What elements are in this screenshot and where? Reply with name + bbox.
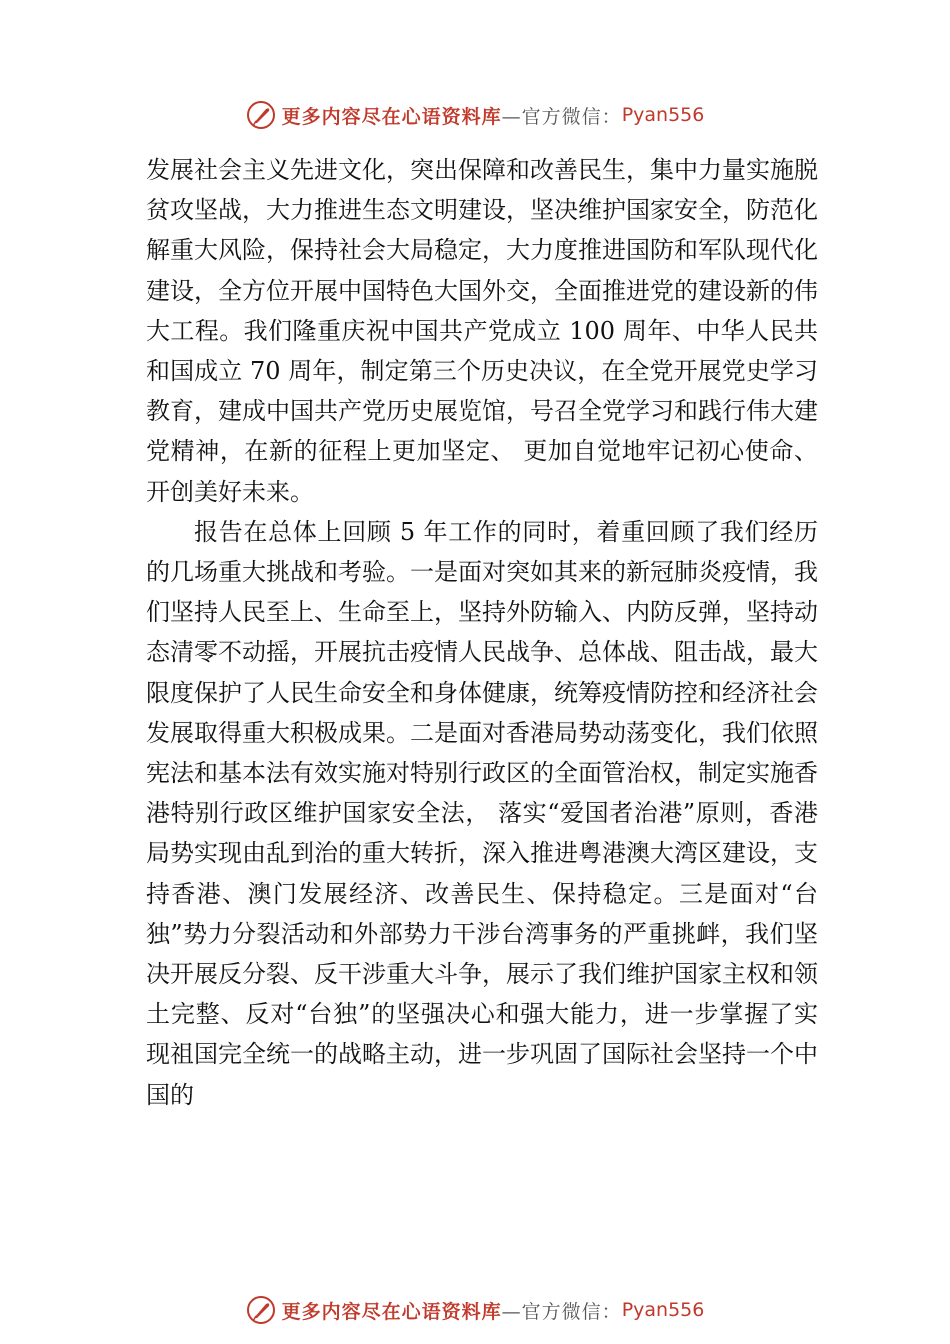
footer-wechat-account: Pyan556 (621, 1299, 705, 1321)
header-brand-name: 更多内容尽在心语资料库 (281, 105, 502, 128)
feather-pen-logo-icon (246, 1295, 276, 1325)
document-body (146, 150, 818, 1115)
paragraph-1: 发展社会主义先进文化，突出保障和改善民生，集中力量实施脱贫攻坚战，大力推进生态文明建设，坚决维护国家安全，防范化解重大风险，保持社会大局稳定，大力度推进国防和军队现代化建设，全方位开展中国特色大国外交，全面推进党的建设新的伟大工程。我们隆重庆祝中国共产党成立 100 周年、中华人民共和国成立 70 周年，制定第三个历史决议，在全党开展党史学习教育，建成中国共产党历史展览馆，号召全党学习和践行伟大建党精神，在新的征程上更加坚定、 更加自觉地牢记初心使命、开创美好未来。 (146, 156, 818, 506)
footer-banner (0, 1290, 950, 1330)
footer-brand-name: 更多内容尽在心语资料库 (281, 1300, 502, 1323)
paragraph-2: 报告在总体上回顾 5 年工作的同时，着重回顾了我们经历的几场重大挑战和考验。一是面对突如其来的新冠肺炎疫情，我们坚持人民至上、生命至上，坚持外防输入、内防反弹，坚持动态清零不动摇，开展抗击疫情人民战争、总体战、阻击战，最大限度保护了人民生命安全和身体健康，统筹疫情防控和经济社会发展取得重大积极成果。二是面对香港局势动荡变化，我们依照宪法和基本法有效实施对特别行政区的全面管治权，制定实施香港特别行政区维护国家安全法， 落实“爱国者治港”原则，香港局势实现由乱到治的重大转折，深入推进粤港澳大湾区建设，支持香港、澳门发展经济、改善民生、保持稳定。三是面对“台独”势力分裂活动和外部势力干涉台湾事务的严重挑衅，我们坚决开展反分裂、反干涉重大斗争，展示了我们维护国家主权和领土完整、反对“台独”的坚强决心和强大能力，进一步掌握了实现祖国完全统一的战略主动，进一步巩固了国际社会坚持一个中国的 (146, 517, 818, 1109)
feather-pen-logo-icon (246, 100, 276, 130)
footer-separator: —官方微信： (501, 1300, 622, 1323)
header-banner (0, 95, 950, 135)
header-separator: —官方微信： (501, 105, 622, 128)
header-wechat-account: Pyan556 (621, 104, 705, 126)
